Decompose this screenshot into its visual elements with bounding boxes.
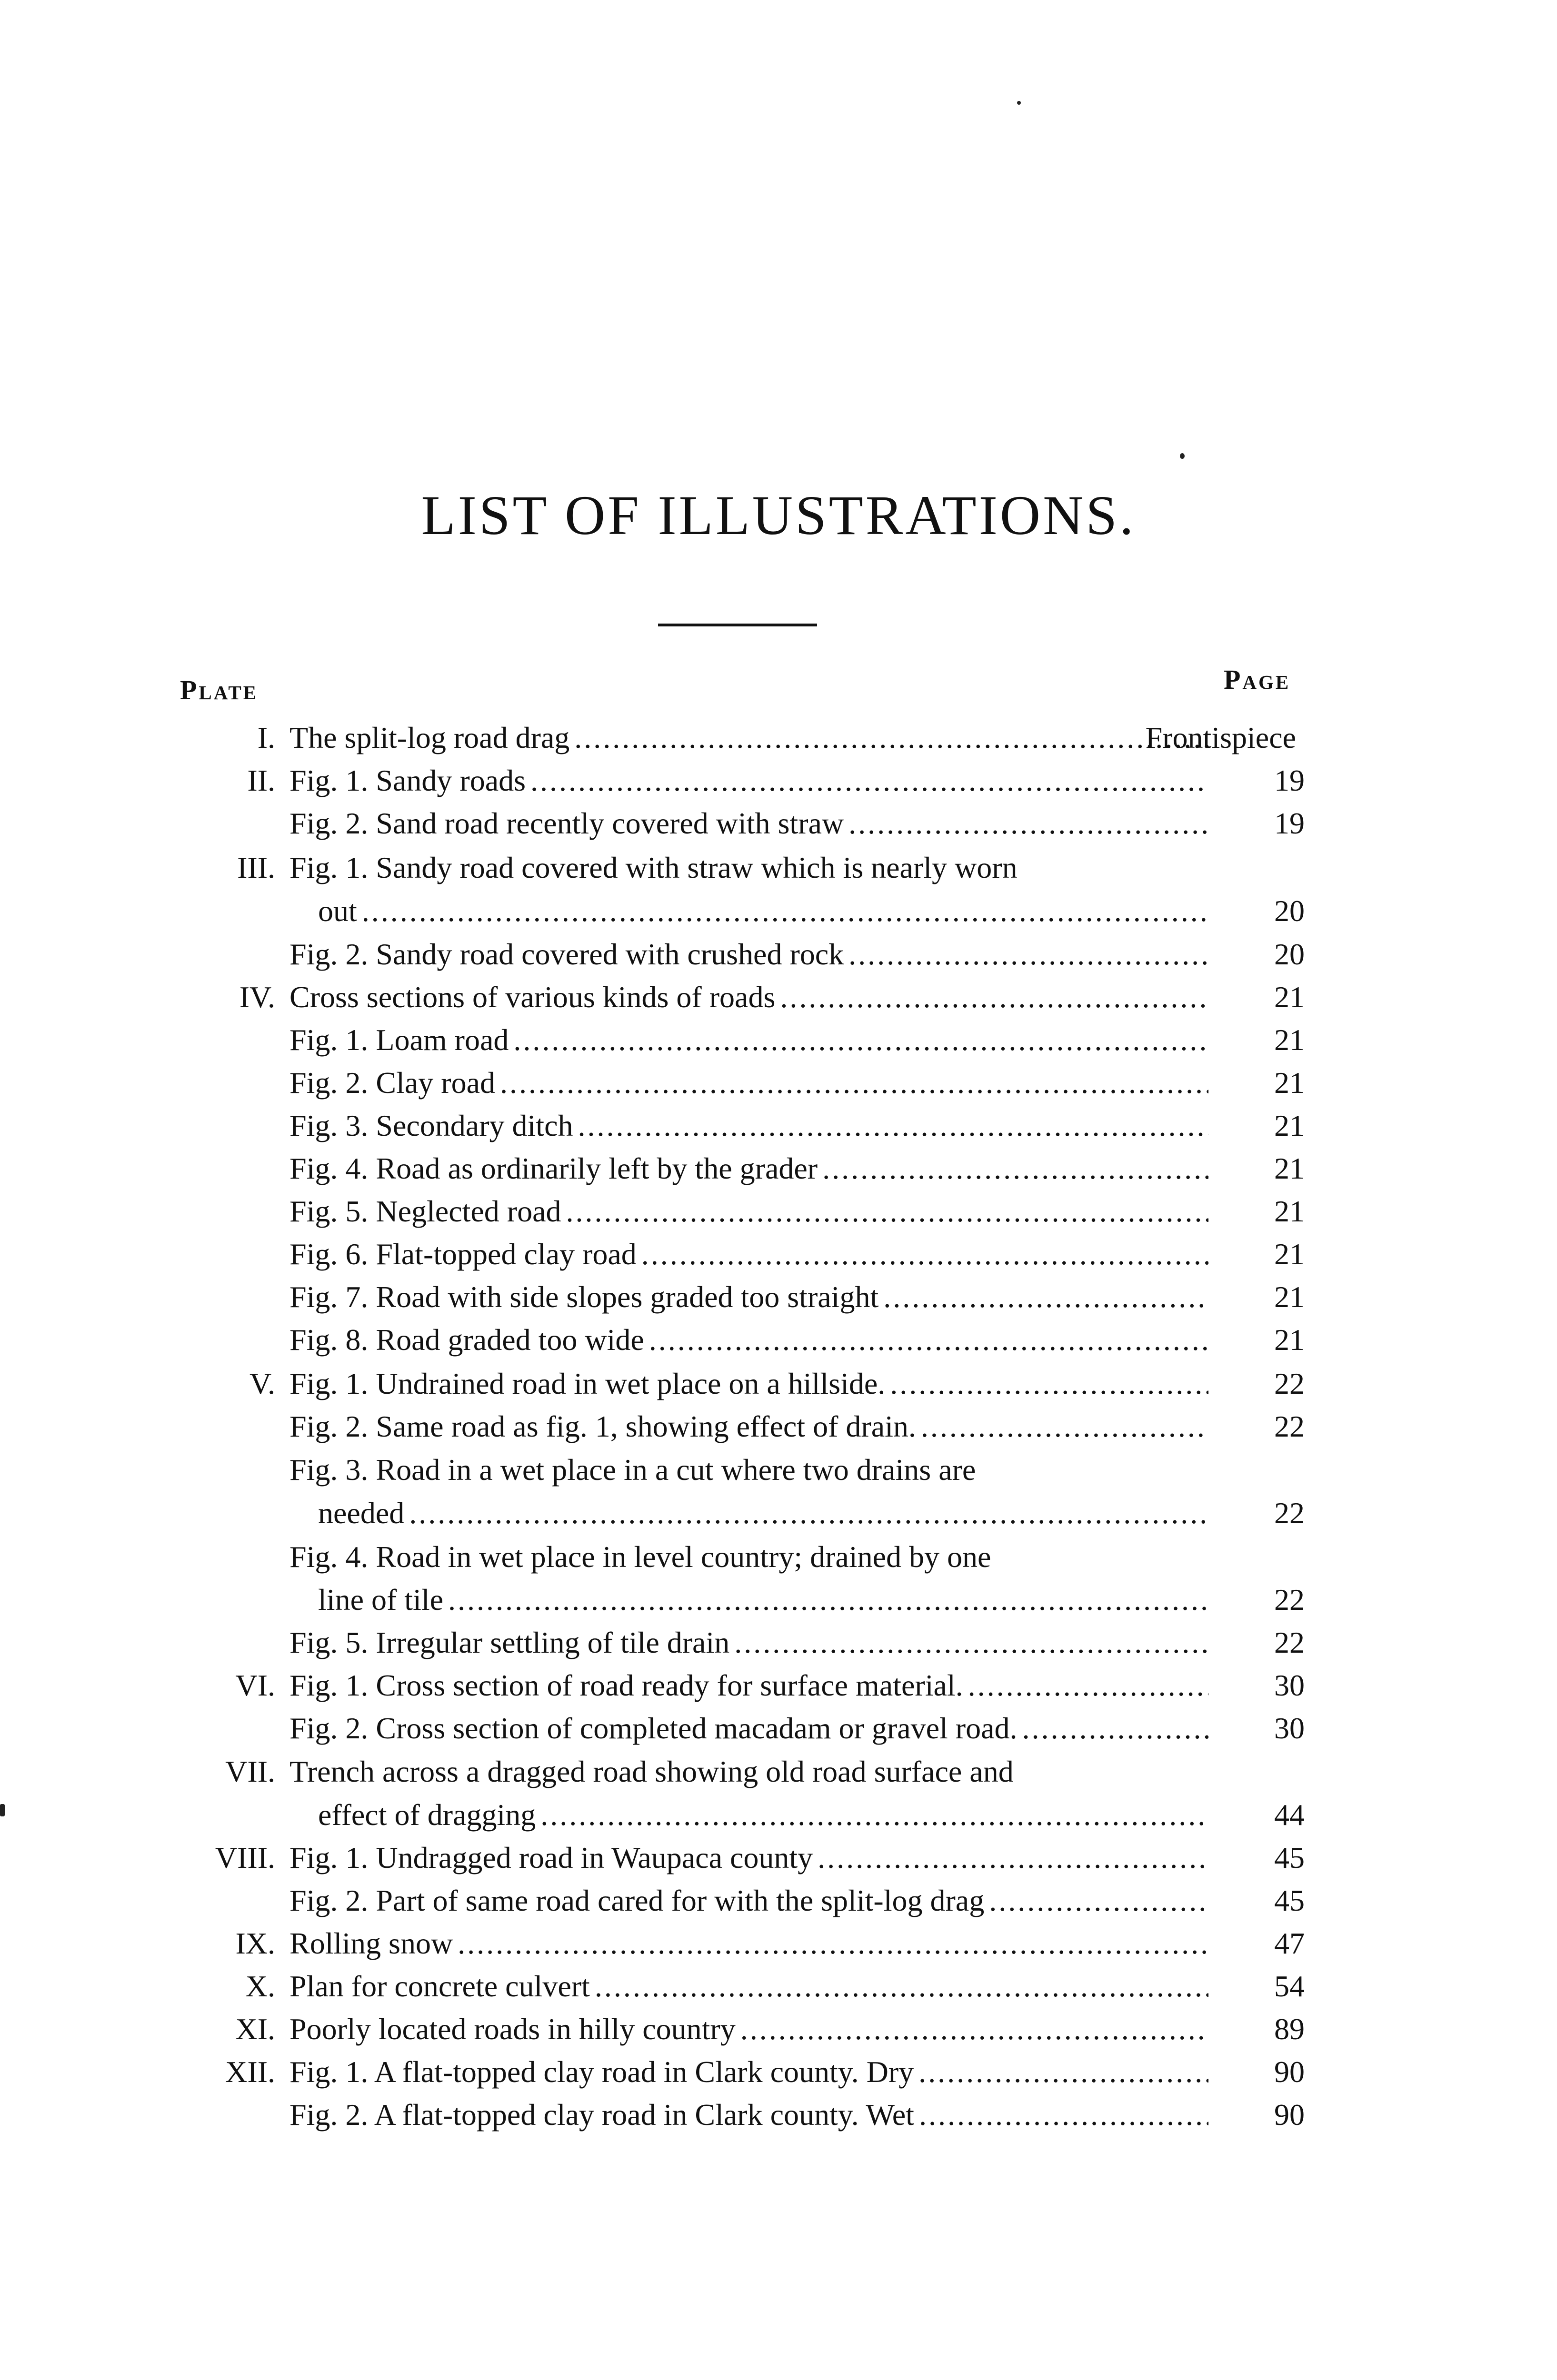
plate-number: VII. — [225, 1755, 275, 1788]
list-item — [0, 1104, 1557, 1147]
illustration-caption: Fig. 2. Same road as fig. 1, showing effect of drain. . . . — [289, 1405, 1208, 1448]
list-item — [0, 1319, 1557, 1361]
list-item — [0, 1794, 1557, 1836]
list-item — [0, 2008, 1557, 2051]
list-item — [0, 1836, 1557, 1879]
list-item — [0, 1707, 1557, 1750]
illustration-caption: Fig. 1. A flat-topped clay road in Clark county. Dry . . . — [289, 2051, 1208, 2093]
list-item — [0, 2051, 1557, 2093]
page-number: 21 — [1274, 1237, 1305, 1271]
list-item — [0, 1061, 1557, 1104]
illustration-caption: Fig. 2. Cross section of completed macadam or gravel road. . . . — [289, 1707, 1208, 1750]
plate-number: X. — [245, 1969, 275, 2003]
plate-number: IV. — [239, 980, 275, 1014]
plate-number: III. — [237, 851, 275, 884]
illustration-caption: Fig. 6. Flat-topped clay road . . . — [289, 1233, 1208, 1276]
page-number: 22 — [1274, 1626, 1305, 1659]
illustration-caption: Fig. 1. Cross section of road ready for surface material. . . . — [289, 1664, 1208, 1707]
page-number: 21 — [1274, 980, 1305, 1014]
illustration-caption: Fig. 7. Road with side slopes graded too straight . . . — [289, 1276, 1208, 1319]
list-item — [0, 846, 1557, 889]
illustration-caption: Rolling snow . . . — [289, 1922, 1208, 1965]
list-item — [0, 1536, 1557, 1578]
illustration-caption: Fig. 3. Road in a wet place in a cut where two drains are — [289, 1453, 976, 1487]
illustration-caption: out . . . — [318, 890, 1208, 932]
title-rule — [658, 624, 817, 626]
page-number: 44 — [1274, 1798, 1305, 1832]
list-item — [0, 1362, 1557, 1405]
page-number: 22 — [1274, 1367, 1305, 1400]
plate-column-header: Plate — [180, 674, 259, 705]
list-item — [0, 1578, 1557, 1621]
illustration-caption: Fig. 2. A flat-topped clay road in Clark county. Wet . . . — [289, 2093, 1208, 2136]
illustration-caption: Fig. 2. Clay road . . . — [289, 1061, 1208, 1104]
page-number: 54 — [1274, 1969, 1305, 2003]
illustration-caption: Fig. 5. Neglected road . . . — [289, 1190, 1208, 1233]
page-number: 30 — [1274, 1668, 1305, 1702]
list-item — [0, 2093, 1557, 2136]
list-item — [0, 1492, 1557, 1535]
list-item — [0, 1233, 1557, 1276]
plate-number: IX. — [235, 1926, 275, 1960]
illustration-caption: Poorly located roads in hilly country . . . — [289, 2008, 1208, 2051]
print-speck — [0, 1804, 5, 1816]
plate-number: I. — [257, 721, 275, 754]
list-item — [0, 1405, 1557, 1448]
page-number: 90 — [1274, 2098, 1305, 2132]
page-number: 20 — [1274, 937, 1305, 971]
page-number: 45 — [1274, 1841, 1305, 1874]
illustration-caption: line of tile . . . — [318, 1578, 1208, 1621]
page-number: 20 — [1274, 894, 1305, 928]
plate-number: XI. — [235, 2012, 275, 2046]
page-number: 22 — [1274, 1409, 1305, 1443]
page-number: 21 — [1274, 1323, 1305, 1357]
plate-number: V. — [250, 1367, 275, 1400]
illustration-caption: Fig. 1. Sandy road covered with straw which is nearly worn — [289, 851, 1018, 884]
page-number: Frontispiece — [1145, 721, 1296, 754]
list-item — [0, 933, 1557, 976]
page-column-header: Page — [1224, 664, 1291, 695]
illustration-caption: Fig. 4. Road in wet place in level country; drained by one — [289, 1540, 991, 1574]
plate-number: XII. — [225, 2055, 275, 2089]
illustration-caption: Fig. 2. Sandy road covered with crushed rock . . . — [289, 933, 1208, 976]
page-number: 21 — [1274, 1023, 1305, 1057]
illustration-caption: needed . . . — [318, 1492, 1208, 1535]
illustration-caption: Cross sections of various kinds of roads . . . — [289, 976, 1208, 1019]
list-item — [0, 716, 1557, 759]
list-item — [0, 1190, 1557, 1233]
page-number: 21 — [1274, 1109, 1305, 1142]
list-item — [0, 1965, 1557, 2008]
list-item — [0, 1922, 1557, 1965]
page-number: 47 — [1274, 1926, 1305, 1960]
page-number: 19 — [1274, 806, 1305, 840]
illustration-caption: Fig. 1. Loam road . . . — [289, 1019, 1208, 1061]
page-number: 19 — [1274, 764, 1305, 797]
illustration-caption: Fig. 3. Secondary ditch . . . — [289, 1104, 1208, 1147]
plate-number: II. — [247, 764, 275, 797]
illustration-caption: Fig. 1. Undragged road in Waupaca county . . . — [289, 1836, 1208, 1879]
page-number: 22 — [1274, 1496, 1305, 1530]
list-item — [0, 759, 1557, 802]
illustration-caption: Fig. 4. Road as ordinarily left by the grader . . . — [289, 1147, 1208, 1190]
illustration-caption: Fig. 8. Road graded too wide . . . — [289, 1319, 1208, 1361]
illustration-caption: effect of dragging . . . — [318, 1794, 1208, 1836]
page-number: 21 — [1274, 1194, 1305, 1228]
page-number: 21 — [1274, 1066, 1305, 1100]
illustration-caption: Trench across a dragged road showing old road surface and — [289, 1755, 1014, 1788]
print-speck — [1180, 453, 1185, 459]
illustration-caption: Fig. 2. Part of same road cared for with the split-log drag . . . — [289, 1879, 1208, 1922]
page-number: 21 — [1274, 1151, 1305, 1185]
list-item — [0, 1147, 1557, 1190]
page-number: 21 — [1274, 1280, 1305, 1314]
illustration-caption: Fig. 5. Irregular settling of tile drain . . . — [289, 1621, 1208, 1664]
list-item — [0, 1276, 1557, 1319]
list-item — [0, 1448, 1557, 1491]
list-item — [0, 802, 1557, 845]
illustration-caption: Fig. 1. Undrained road in wet place on a hillside. . . . — [289, 1362, 1208, 1405]
page-number: 89 — [1274, 2012, 1305, 2046]
list-item — [0, 890, 1557, 932]
page-number: 90 — [1274, 2055, 1305, 2089]
page-title: LIST OF ILLUSTRATIONS. — [421, 484, 1136, 546]
page-number: 45 — [1274, 1884, 1305, 1917]
page-number: 22 — [1274, 1583, 1305, 1616]
list-item — [0, 976, 1557, 1019]
illustration-caption: The split-log road drag . . . — [289, 716, 1208, 759]
plate-number: VIII. — [215, 1841, 275, 1874]
plate-number: VI. — [235, 1668, 275, 1702]
illustration-caption: Fig. 2. Sand road recently covered with straw . . . — [289, 802, 1208, 845]
list-item — [0, 1019, 1557, 1061]
page-number: 30 — [1274, 1711, 1305, 1745]
list-item — [0, 1664, 1557, 1707]
illustration-caption: Fig. 1. Sandy roads . . . — [289, 759, 1208, 802]
print-speck — [1017, 101, 1021, 105]
list-item — [0, 1879, 1557, 1922]
illustration-caption: Plan for concrete culvert . . . — [289, 1965, 1208, 2008]
list-item — [0, 1621, 1557, 1664]
list-item — [0, 1750, 1557, 1793]
